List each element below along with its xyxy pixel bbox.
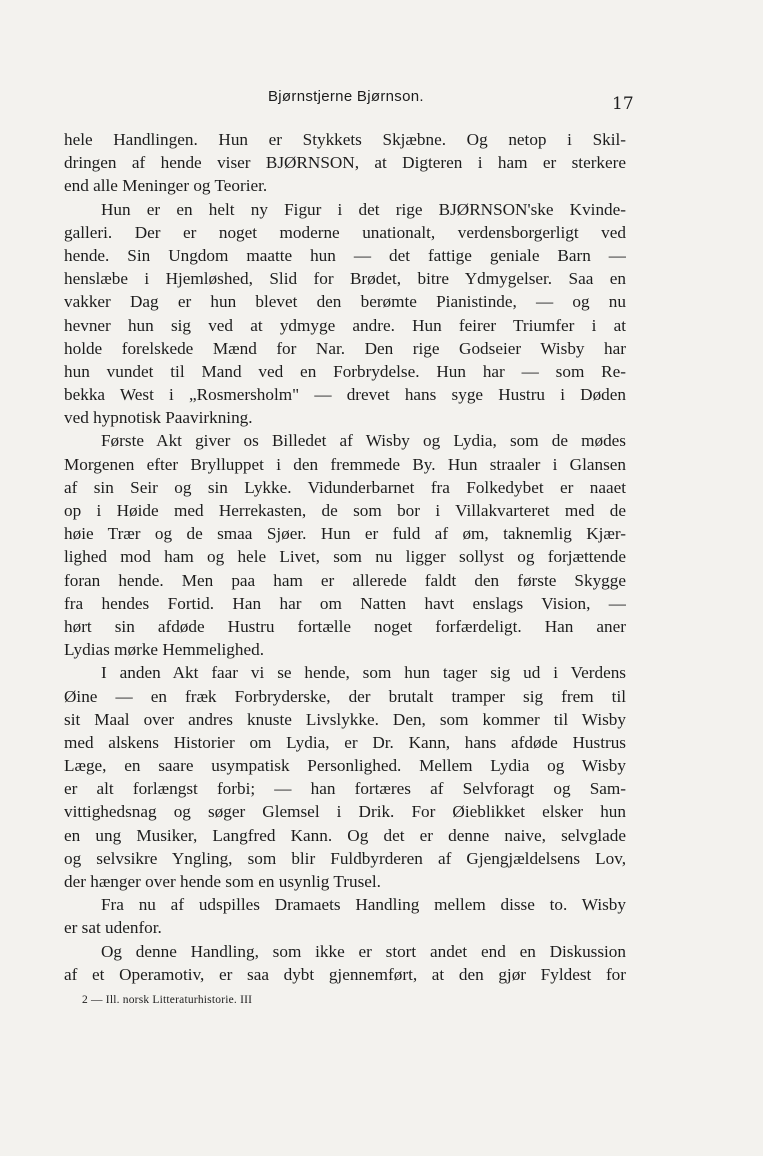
text-line: Øine — en fræk Forbryderske, der brutalt tramper sig frem til xyxy=(64,686,626,706)
text-line: lighed mod ham og hele Livet, som nu ligger sollyst og forjættende xyxy=(64,547,626,567)
text-line: sit Maal over andres knuste Livslykke. Den, som kommer til Wisby xyxy=(64,709,626,729)
text-line: ved hypnotisk Paavirkning. xyxy=(64,408,253,428)
text-line: fra hendes Fortid. Han har om Natten havt enslags Vision, — xyxy=(64,593,626,613)
text-line: galleri. Der er noget moderne unationalt, verdensborgerligt ved xyxy=(64,222,626,242)
text-line: af et Operamotiv, er saa dybt gjennemført, at den gjør Fyldest for xyxy=(64,964,626,984)
text-line: der hænger over hende som en usynlig Trusel. xyxy=(64,872,381,891)
text-line: er alt forlængst forbi; — han fortæres af Selvforagt og Sam- xyxy=(64,779,626,799)
page-number: 17 xyxy=(612,94,634,114)
text-line: holde forelskede Mænd for Nar. Den rige Godseier Wisby har xyxy=(64,338,626,358)
text-line: op i Høide med Herrekasten, de som bor i Villakvarteret med de xyxy=(64,501,626,520)
text-line: af sin Seir og sin Lykke. Vidunderbarnet fra Folkedybet er naaet xyxy=(64,477,626,497)
text-line: med alskens Historier om Lydia, er Dr. Kann, hans afdøde Hustrus xyxy=(64,732,626,752)
text-line: hende. Sin Ungdom maatte hun — det fattige geniale Barn — xyxy=(64,245,626,265)
text-line: bekka West i „Rosmersholm" — drevet hans syge Hustru i Døden xyxy=(64,385,626,405)
text-line: I anden Akt faar vi se hende, som hun tager sig ud i Verdens xyxy=(101,663,626,683)
text-line: Morgenen efter Brylluppet i den fremmede By. Hun straaler i Glansen xyxy=(64,454,626,474)
page-header xyxy=(0,88,763,112)
text-line: Fra nu af udspilles Dramaets Handling mellem disse to. Wisby xyxy=(101,895,626,915)
text-line: henslæbe i Hjemløshed, Slid for Brødet, bitre Ydmygelser. Saa en xyxy=(64,269,626,289)
text-line: Hun er en helt ny Figur i det rige BJØRNSON'ske Kvinde- xyxy=(101,199,626,219)
text-line: vittighedsnag og søger Glemsel i Drik. For Øieblikket elsker hun xyxy=(64,802,626,822)
text-line: Lydias mørke Hemmelighed. xyxy=(64,640,264,660)
text-line: vakker Dag er hun blevet den berømte Pianistinde, — og nu xyxy=(64,292,626,312)
text-line: er sat udenfor. xyxy=(64,918,162,938)
text-line: dringen af hende viser BJØRNSON, at Digteren i ham er sterkere xyxy=(64,153,626,173)
running-head: Bjørnstjerne Bjørnson. xyxy=(268,88,424,105)
text-line: hele Handlingen. Hun er Stykkets Skjæbne. Og netop i Skil- xyxy=(64,130,626,149)
text-line: hevner hun sig ved at ydmyge andre. Hun feirer Triumfer i at xyxy=(64,315,626,335)
printer-signature: 2 — Ill. norsk Litteraturhistorie. III xyxy=(82,994,253,1006)
text-line: foran hende. Men paa ham er allerede faldt den første Skygge xyxy=(64,570,626,590)
text-line: Læge, en saare usympatisk Personlighed. Mellem Lydia og Wisby xyxy=(64,756,626,776)
body-text xyxy=(64,128,626,986)
text-line: end alle Meninger og Teorier. xyxy=(64,176,268,196)
text-line: hørt sin afdøde Hustru fortælle noget forfærdeligt. Han aner xyxy=(64,616,626,636)
text-line: og selvsikre Yngling, som blir Fuldbyrderen af Gjengjældelsens Lov, xyxy=(64,848,626,868)
text-line: hun vundet til Mand ved en Forbrydelse. Hun har — som Re- xyxy=(64,361,626,381)
text-line: en ung Musiker, Langfred Kann. Og det er denne naive, selvglade xyxy=(64,825,626,845)
text-line: Første Akt giver os Billedet af Wisby og Lydia, som de mødes xyxy=(101,431,626,451)
text-line: høie Trær og de smaa Sjøer. Hun er fuld af øm, taknemlig Kjær- xyxy=(64,524,626,544)
text-line: Og denne Handling, som ikke er stort andet end en Diskussion xyxy=(101,941,626,961)
